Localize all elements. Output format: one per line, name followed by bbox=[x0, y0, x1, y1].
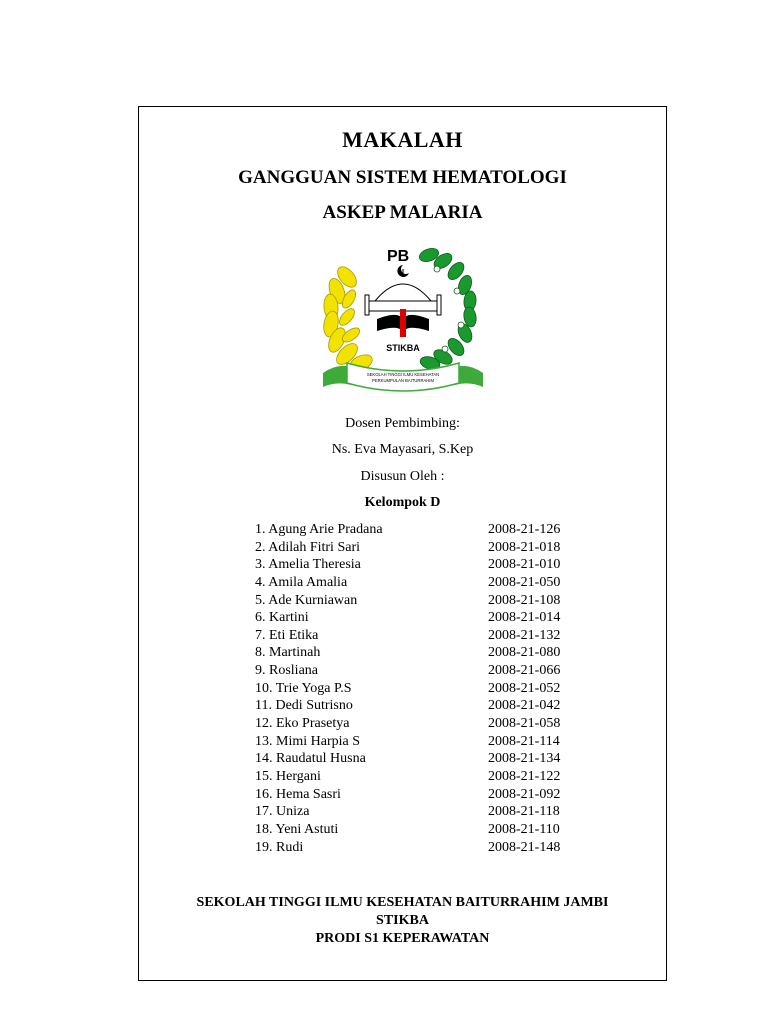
member-id: 2008-21-126 bbox=[488, 522, 561, 537]
footer-institution: SEKOLAH TINGGI ILMU KESEHATAN BAITURRAHIM JAMBI bbox=[196, 895, 609, 910]
list-item bbox=[255, 609, 575, 627]
list-item bbox=[255, 680, 575, 698]
ribbon-line-1: SEKOLAH TINGGI ILMU KESEHATAN bbox=[366, 372, 440, 377]
list-item bbox=[255, 556, 575, 574]
member-id: 2008-21-010 bbox=[488, 557, 561, 573]
member-name: 19. Rudi bbox=[255, 839, 304, 855]
member-id: 2008-21-042 bbox=[488, 698, 561, 714]
group-name: Kelompok D bbox=[364, 495, 441, 510]
advisor-label: Dosen Pembimbing: bbox=[345, 416, 460, 431]
list-item bbox=[255, 627, 575, 645]
member-name: 16. Hema Sasri bbox=[255, 786, 341, 802]
member-name: 18. Yeni Astuti bbox=[255, 821, 339, 837]
member-id: 2008-21-108 bbox=[488, 592, 561, 608]
member-id: 2008-21-118 bbox=[488, 804, 560, 820]
member-name: 17. Uniza bbox=[255, 804, 310, 820]
list-item bbox=[255, 662, 575, 680]
book-icon bbox=[377, 309, 429, 337]
member-name: 10. Trie Yoga P.S bbox=[255, 680, 352, 696]
list-item bbox=[255, 715, 575, 733]
footer-program: PRODI S1 KEPERAWATAN bbox=[315, 931, 490, 946]
member-name: 14. Raudatul Husna bbox=[255, 751, 366, 767]
member-id: 2008-21-122 bbox=[488, 768, 561, 784]
ribbon-line-2: PERKUMPULAN BAITURRAHIM bbox=[372, 378, 434, 383]
member-name: 6. Kartini bbox=[255, 610, 309, 626]
compiled-by-label: Disusun Oleh : bbox=[360, 469, 445, 484]
ribbon-icon bbox=[323, 363, 483, 391]
document-topic: ASKEP MALARIA bbox=[322, 202, 483, 223]
cover-page bbox=[138, 106, 667, 981]
logo-center-text: STIKBA bbox=[386, 343, 420, 353]
mosque-icon bbox=[365, 269, 441, 315]
member-name: 3. Amelia Theresia bbox=[255, 557, 361, 573]
list-item bbox=[255, 733, 575, 751]
member-name: 13. Mimi Harpia S bbox=[255, 733, 360, 749]
list-item bbox=[255, 803, 575, 821]
member-id: 2008-21-058 bbox=[488, 716, 561, 732]
left-wreath-icon bbox=[322, 263, 375, 374]
member-name: 2. Adilah Fitri Sari bbox=[255, 539, 360, 555]
member-name: 8. Martinah bbox=[255, 645, 321, 661]
member-id: 2008-21-066 bbox=[488, 663, 561, 679]
member-name: 4. Amila Amalia bbox=[255, 574, 348, 590]
member-id: 2008-21-050 bbox=[488, 574, 561, 590]
member-id: 2008-21-052 bbox=[488, 680, 561, 696]
member-list bbox=[255, 521, 575, 856]
member-id: 2008-21-114 bbox=[488, 733, 560, 749]
advisor-name: Ns. Eva Mayasari, S.Kep bbox=[331, 442, 474, 457]
member-id: 2008-21-110 bbox=[488, 821, 560, 837]
logo-top-text: PB bbox=[387, 248, 410, 265]
member-name: 15. Hergani bbox=[255, 768, 321, 784]
member-id: 2008-21-134 bbox=[488, 751, 561, 767]
member-id: 2008-21-148 bbox=[488, 839, 561, 855]
list-item bbox=[255, 592, 575, 610]
member-name: 7. Eti Etika bbox=[255, 627, 319, 643]
member-id: 2008-21-018 bbox=[488, 539, 561, 555]
footer-abbreviation: STIKBA bbox=[376, 913, 429, 928]
list-item bbox=[255, 697, 575, 715]
list-item bbox=[255, 521, 575, 539]
list-item bbox=[255, 750, 575, 768]
list-item bbox=[255, 574, 575, 592]
list-item bbox=[255, 768, 575, 786]
stikba-logo bbox=[317, 239, 489, 393]
list-item bbox=[255, 821, 575, 839]
list-item bbox=[255, 839, 575, 857]
document-title: MAKALAH bbox=[342, 127, 463, 152]
list-item bbox=[255, 644, 575, 662]
member-name: 12. Eko Prasetya bbox=[255, 716, 350, 732]
member-id: 2008-21-080 bbox=[488, 645, 561, 661]
list-item bbox=[255, 786, 575, 804]
member-id: 2008-21-132 bbox=[488, 627, 561, 643]
list-item bbox=[255, 539, 575, 557]
member-name: 9. Rosliana bbox=[255, 663, 318, 679]
member-id: 2008-21-092 bbox=[488, 786, 561, 802]
member-id: 2008-21-014 bbox=[488, 610, 561, 626]
member-name: 11. Dedi Sutrisno bbox=[255, 698, 353, 714]
member-name: 5. Ade Kurniawan bbox=[255, 592, 358, 608]
member-name: 1. Agung Arie Pradana bbox=[255, 522, 383, 537]
document-subtitle: GANGGUAN SISTEM HEMATOLOGI bbox=[238, 167, 567, 188]
